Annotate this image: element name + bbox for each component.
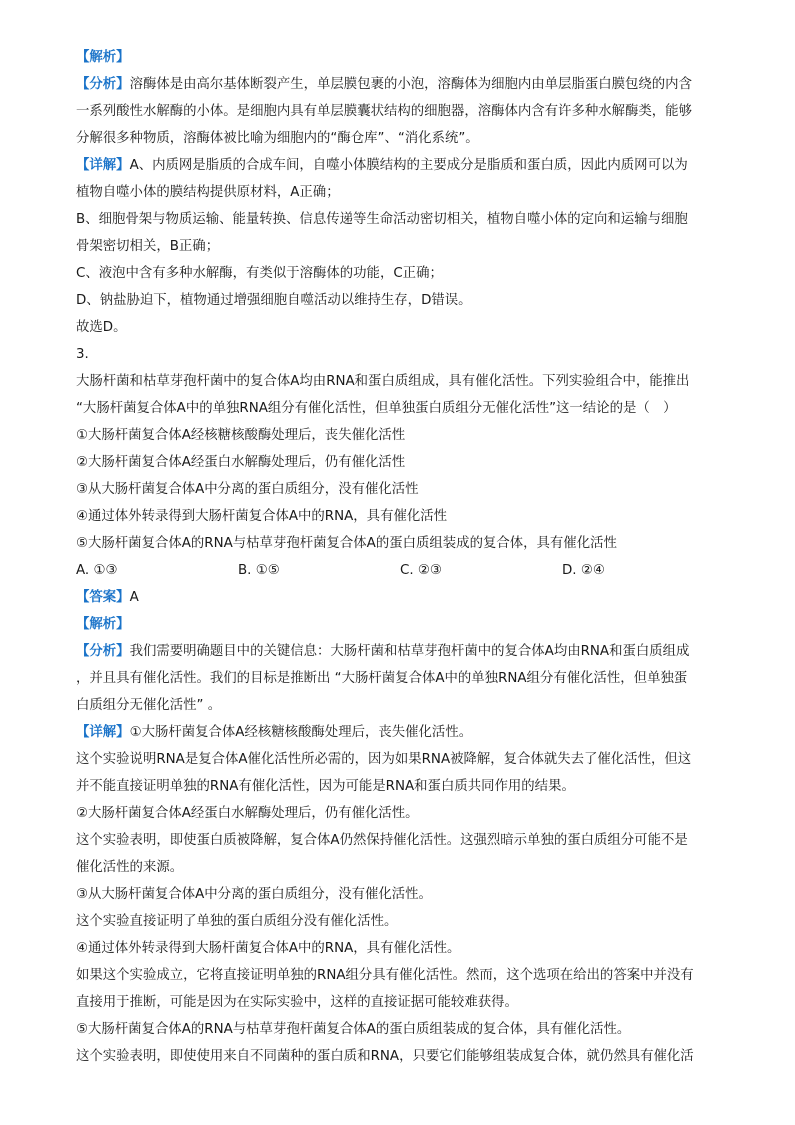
detail-line: 【详解】①大肠杆菌复合体A经核糖核酸酶处理后，丧失催化活性。 — [76, 725, 473, 740]
detail-line: D、钠盐胁迫下，植物通过增强细胞自噬活动以维持生存，D错误。 — [76, 293, 472, 308]
analysis-line: 分解很多种物质，溶酶体被比喻为细胞内的“酶仓库”、“消化系统”。 — [76, 131, 479, 146]
analysis-line: 白质组分无催化活性” 。 — [76, 698, 222, 713]
question-item: ③从大肠杆菌复合体A中分离的蛋白质组分，没有催化活性 — [76, 482, 419, 497]
detail-line: 如果这个实验成立，它将直接证明单独的RNA组分具有催化活性。然而，这个选项在给出的答案中并没有 — [76, 968, 694, 983]
option-d: D. ②④ — [562, 563, 605, 578]
question-item: ②大肠杆菌复合体A经蛋白水解酶处理后，仍有催化活性 — [76, 455, 406, 470]
detail-line: 【详解】A、内质网是脂质的合成车间，自噬小体膜结构的主要成分是脂质和蛋白质，因此内质网可以为 — [76, 158, 688, 173]
question-stem: 大肠杆菌和枯草芽孢杆菌中的复合体A均由RNA和蛋白质组成，具有催化活性。下列实验组合中，能推出 — [76, 374, 690, 389]
analysis-line: 一系列酸性水解酶的小体。是细胞内具有单层膜囊状结构的细胞器，溶酶体内含有许多种水解酶类，能够 — [76, 104, 692, 119]
detail-line: ④通过体外转录得到大肠杆菌复合体A中的RNA，具有催化活性。 — [76, 941, 461, 956]
detail-line: 故选D。 — [76, 320, 127, 335]
section-heading: 【解析】 — [76, 617, 130, 632]
option-b: B. ①⑤ — [238, 563, 280, 578]
detail-line: ②大肠杆菌复合体A经蛋白水解酶处理后，仍有催化活性。 — [76, 806, 419, 821]
detail-line: 这个实验表明，即使使用来自不同菌种的蛋白质和RNA，只要它们能够组装成复合体，就仍然具有催化活 — [76, 1049, 694, 1064]
detail-line: ③从大肠杆菌复合体A中分离的蛋白质组分，没有催化活性。 — [76, 887, 432, 902]
analysis-line: ，并且具有催化活性。我们的目标是推断出 “大肠杆菌复合体A中的单独RNA组分有催化活性，但单独蛋 — [76, 671, 688, 686]
question-item: ⑤大肠杆菌复合体A的RNA与枯草芽孢杆菌复合体A的蛋白质组装成的复合体，具有催化活性 — [76, 536, 617, 551]
option-a: A. ①③ — [76, 563, 118, 578]
option-c: C. ②③ — [400, 563, 442, 578]
question-item: ①大肠杆菌复合体A经核糖核酸酶处理后，丧失催化活性 — [76, 428, 406, 443]
detail-line: 这个实验说明RNA是复合体A催化活性所必需的，因为如果RNA被降解，复合体就失去了催化活性，但这 — [76, 752, 692, 767]
detail-line: 这个实验直接证明了单独的蛋白质组分没有催化活性。 — [76, 914, 398, 929]
answer-options — [76, 557, 724, 584]
detail-line: B、细胞骨架与物质运输、能量转换、信息传递等生命活动密切相关，植物自噬小体的定向和运输与细胞 — [76, 212, 688, 227]
detail-line: ⑤大肠杆菌复合体A的RNA与枯草芽孢杆菌复合体A的蛋白质组装成的复合体，具有催化活性。 — [76, 1022, 631, 1037]
detail-line: 骨架密切相关，B正确； — [76, 239, 220, 254]
question-stem: “大肠杆菌复合体A中的单独RNA组分有催化活性，但单独蛋白质组分无催化活性”这一结论的是（ ） — [76, 401, 677, 416]
analysis-line: 【分析】溶酶体是由高尔基体断裂产生，单层膜包裹的小泡，溶酶体为细胞内由单层脂蛋白膜包绕的内含 — [76, 77, 692, 92]
detail-line: 并不能直接证明单独的RNA有催化活性，因为可能是RNA和蛋白质共同作用的结果。 — [76, 779, 575, 794]
answer-value: A — [129, 590, 139, 605]
detail-line: 催化活性的来源。 — [76, 860, 184, 875]
detail-line: 这个实验表明，即使蛋白质被降解，复合体A仍然保持催化活性。这强烈暗示单独的蛋白质组分可能不是 — [76, 833, 688, 848]
answer-line: 【答案】A — [76, 590, 139, 605]
detail-line: 植物自噬小体的膜结构提供原材料，A正确； — [76, 185, 340, 200]
detail-line: 直接用于推断，可能是因为在实际实验中，这样的直接证据可能较难获得。 — [76, 995, 518, 1010]
detail-line: C、液泡中含有多种水解酶，有类似于溶酶体的功能，C正确； — [76, 266, 443, 281]
question-number: 3. — [76, 347, 89, 362]
question-item: ④通过体外转录得到大肠杆菌复合体A中的RNA，具有催化活性 — [76, 509, 448, 524]
document-page — [76, 44, 724, 1070]
analysis-line: 【分析】我们需要明确题目中的关键信息：大肠杆菌和枯草芽孢杆菌中的复合体A均由RNA和蛋白质组成 — [76, 644, 690, 659]
section-heading: 【解析】 — [76, 50, 130, 65]
